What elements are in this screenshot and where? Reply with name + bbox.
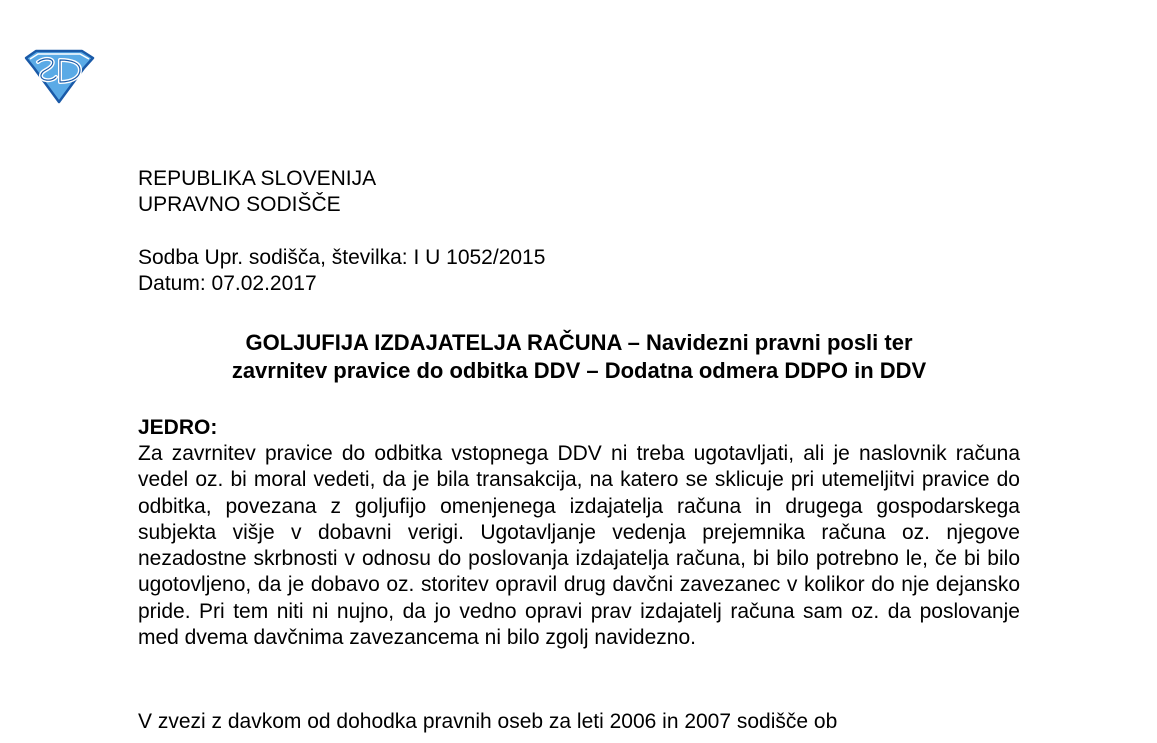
court-logo [22,48,96,104]
decision-date: Datum: 07.02.2017 [138,272,317,295]
court-name-line1: REPUBLIKA SLOVENIJA [138,167,377,190]
court-name-line2: UPRAVNO SODIŠČE [138,193,341,216]
case-number: Sodba Upr. sodišča, številka: I U 1052/2015 [138,246,546,269]
document-title [138,329,1020,385]
body-paragraph: V zvezi z davkom od dohodka pravnih oseb za leti 2006 in 2007 sodišče ob [138,710,838,733]
summary-heading: JEDRO: [138,416,218,439]
summary-paragraph: Za zavrnitev pravice do odbitka vstopnega DDV ni treba ugotavljati, ali je naslovnik računa vedel oz. bi moral vedeti, da je bila transakcija, na katero se sklicuje pri utemeljitvi pravice do odbitka, povezana z goljufijo omenjenega izdajatelja računa in drugega gospodarskega subjekta višje v dobavni verigi. Ugotavljanje vedenja prejemnika računa oz. njegove nezadostne skrbnosti v odnosu do poslovanja izdajatelja računa, bi bilo potrebno le, če bi bilo ugotovljeno, da je dobavo oz. storitev opravil drug davčni zavezanec v kolikor do nje dejansko pride. Pri tem niti ni nujno, da jo vedno opravi prav izdajatelj računa sam oz. da poslovanje med dvema davčnima zavezancema ni bilo zgolj navidezno. [138,442,1020,650]
court-logo-icon [22,48,96,104]
title-line2: zavrnitev pravice do odbitka DDV – Dodatna odmera DDPO in DDV [231,358,927,383]
title-line1: GOLJUFIJA IZDAJATELJA RAČUNA – Navidezni pravni posli ter [245,330,913,355]
